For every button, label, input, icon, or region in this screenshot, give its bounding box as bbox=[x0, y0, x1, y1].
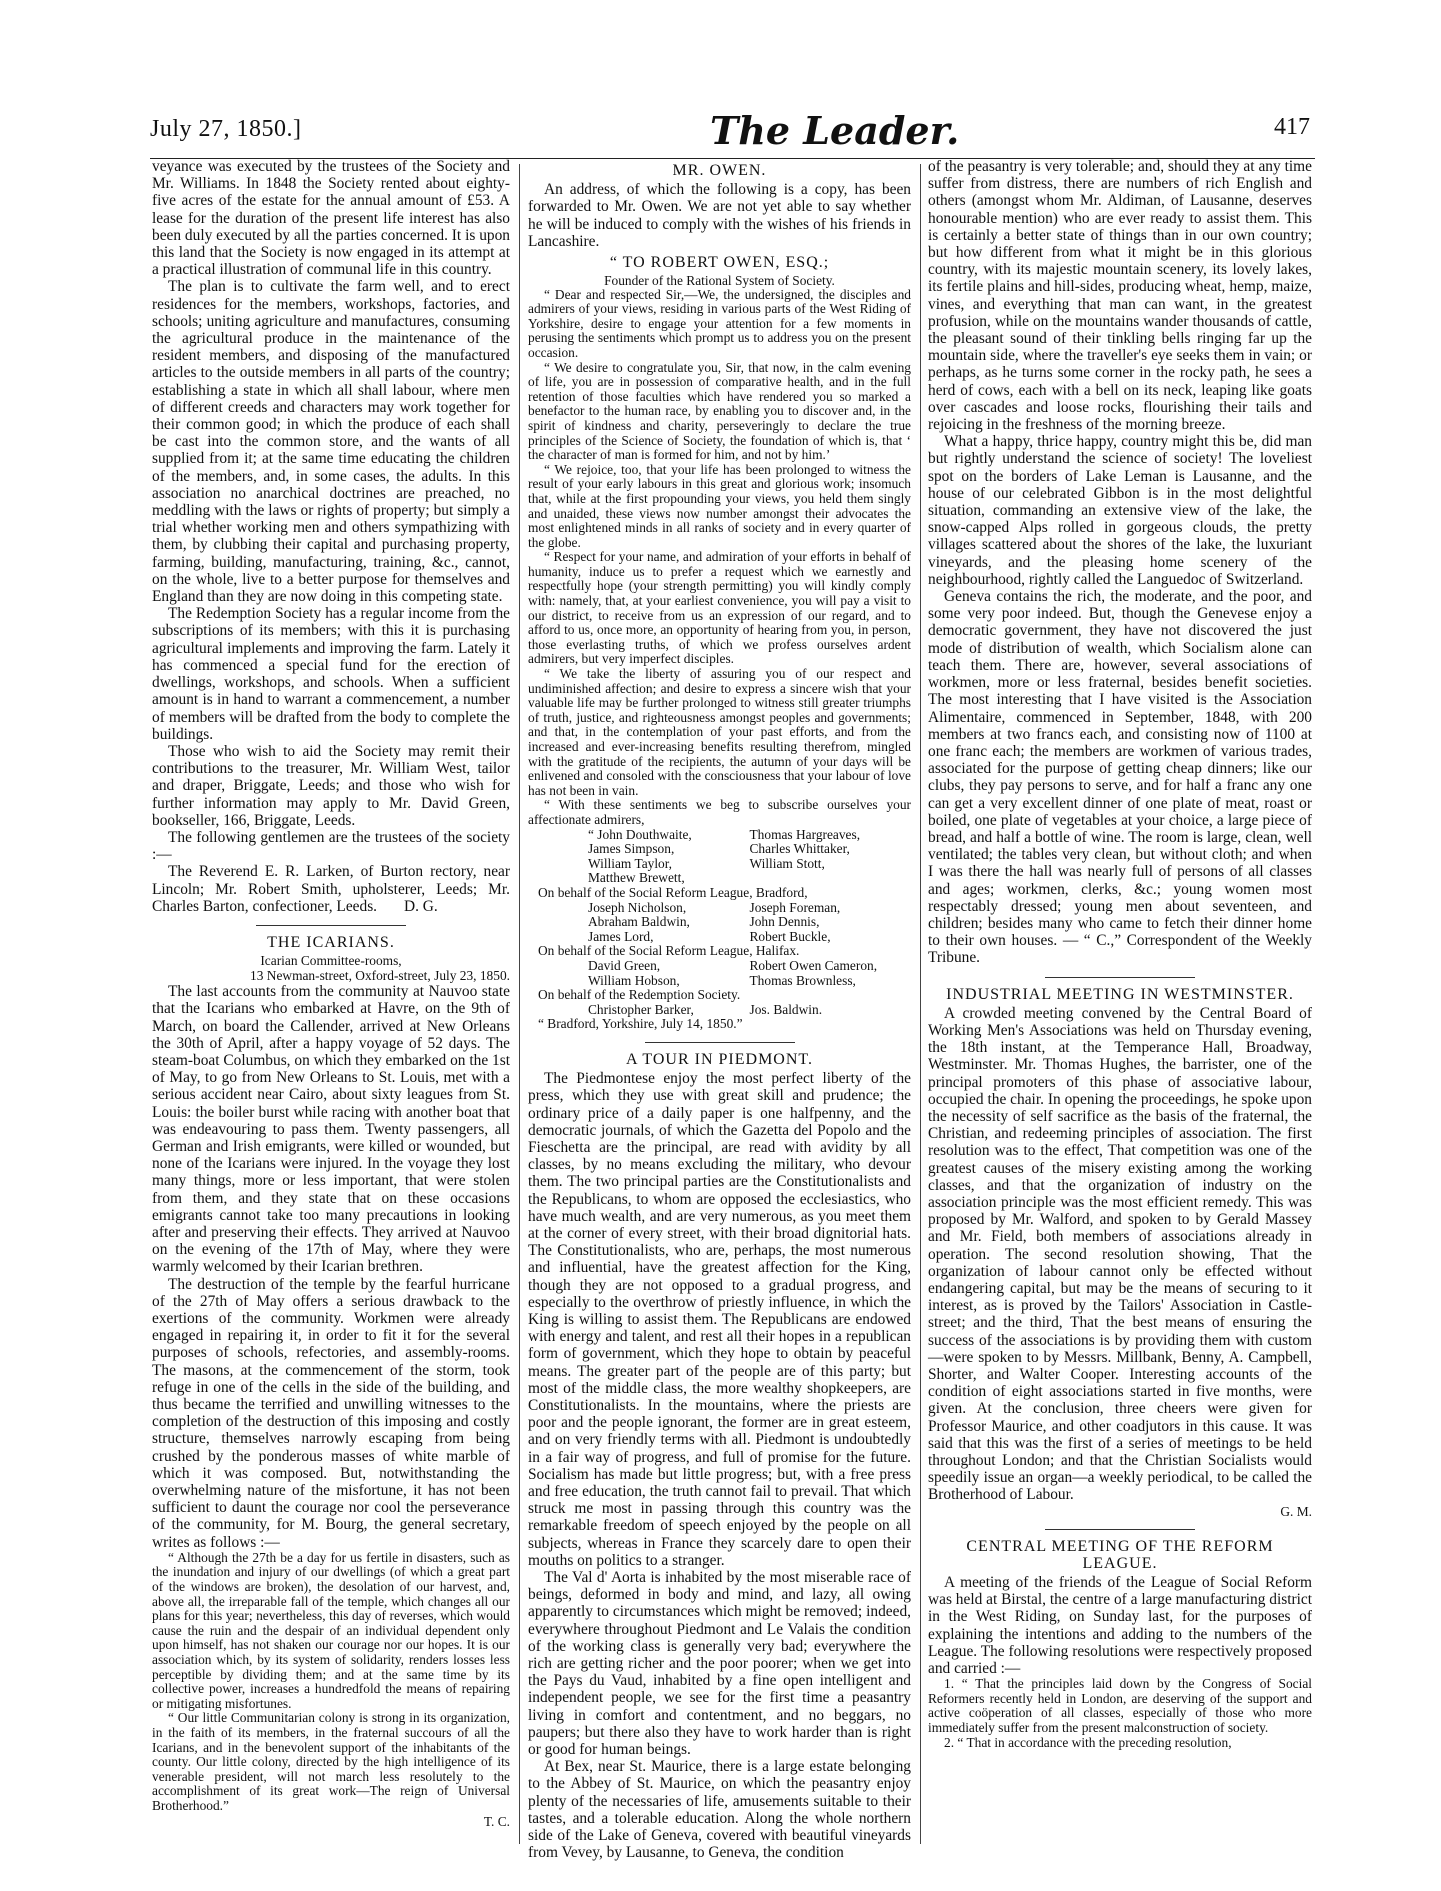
quoted-paragraph: “ We rejoice, too, that your life has been prolonged to witness the result of your early labours in this great and glorious work; insomuch that, while at the first propounding your views, you held them singly and unaided, these views now number amongst their advocates the most enlightened minds in all ranks of society and in every quarter of the globe. bbox=[528, 461, 911, 550]
issue-date: July 27, 1850.] bbox=[150, 116, 302, 142]
page-header bbox=[150, 108, 1310, 153]
paragraph: A meeting of the friends of the League of Social Reform was held at Birstal, the centre of a large manufacturing district in the West Riding, on Sunday last, for the purposes of explaining the intentions and adding to the numbers of the League. The following resolutions were respectively proposed and carried :— bbox=[928, 1574, 1312, 1678]
quoted-paragraph: “ We desire to congratulate you, Sir, that now, in the calm evening of life, you are in possession of comparative health, and in the full retention of those faculties which have rendered you so marked a benefactor to the human race, by enabling you to discover and, in the spirit of kindness and charity, perseveringly to declare the true principles of the Science of Society, the foundation of which is, that ‘ the character of man is formed for him, and not by him.’ bbox=[528, 359, 911, 463]
signatory: Jos. Baldwin. bbox=[749, 1001, 823, 1017]
affiliation-line: On behalf of the Social Reform League, Halifax. bbox=[538, 943, 800, 959]
section-rule bbox=[645, 1042, 795, 1043]
column-1 bbox=[152, 158, 510, 1848]
signatory-row bbox=[588, 842, 911, 857]
address-subheading: Founder of the Rational System of Society. bbox=[604, 272, 835, 288]
signature: G. M. bbox=[1280, 1503, 1312, 1519]
quoted-paragraph: “ Our little Communitarian colony is strong in its organization, in the faith of its members, in the fraternal succours of all the Icarians, and in the benevolent support of the inhabitants of the county. Our little colony, directed by the high intelligence of its venerable president, will not march less resolutely to the accomplishment of its great work—The reign of Universal Brotherhood.” bbox=[152, 1710, 510, 1813]
affiliation-line: On behalf of the Social Reform League, Bradford, bbox=[538, 884, 808, 900]
signatory: Charles Whittaker, bbox=[749, 841, 850, 857]
paragraph: The following gentlemen are the trustees of the society :— bbox=[152, 828, 510, 864]
paragraph: What a happy, thrice happy, country might this be, did man but rightly understand the science of society! The loveliest spot on the borders of Lake Leman is Lausanne, and the house of our celebrated Gibbon is in the most delightful situation, commanding an extensive view of the lake, the snow-capped Alps rolled in gorgeous clouds, the pretty villages scattered about the shores of the lake, the luxuriant vineyards, and the pleasing home scenery of the neighbourhood, rightly called the Languedoc of Switzerland. bbox=[928, 433, 1312, 588]
section-rule bbox=[1045, 1529, 1195, 1530]
signatory: David Green, bbox=[588, 957, 661, 973]
page-number: 417 bbox=[1274, 114, 1310, 140]
signatory-row bbox=[588, 974, 911, 989]
paragraph: The destruction of the temple by the fearful hurricane of the 27th of May offers a serious drawback to the exertions of the community. Workmen were already engaged in repairing it, in order to fit it for the several purposes of schools, refectories, and assembly-rooms. The masons, at the commencement of the storm, took refuge in one of the cells in the side of the building, and thus became the terrified and unwilling witnesses to the completion of the destruction of this imposing and costly structure, themselves narrowly escaping from being crushed by the ponderous masses of white marble of which it was composed. But, notwithstanding the overwhelming nature of the misfortune, it has not been sufficient to daunt the courage nor cool the perseverance of the community, for M. Bourg, the general secretary, writes as follows :— bbox=[152, 1275, 510, 1551]
paragraph: Geneva contains the rich, the moderate, and the poor, and some very poor indeed. But, though the Genevese enjoy a democratic government, they have not discovered the just mode of distribution of wealth, which Socialism alone can teach them. There are, however, several associations of workmen, more or less fraternal, besides benefit societies. The most interesting that I have visited is the Association Alimentaire, commenced in September, 1848, with 200 members at two francs each, and consisting now of 1100 at one franc each; the members are workmen of various trades, associated for the purpose of getting cheap dinners; like our clubs, they pay persons to serve, and for half a franc any one can get a very excellent dinner of one plate of meat, roast or boiled, one plate of vegetables at your choice, a large piece of bread, and half a bottle of wine. The room is large, clean, well ventilated; the tables very clean, but without cloth; and when I was there the hall was nearly full of persons of all classes and ages; workmen, clerks, &c.; young women most respectably dressed; young men about seventeen, and children; besides many who came to fetch their dinner home to their own houses. — “ C.,” Correspondent of the Weekly Tribune. bbox=[928, 588, 1312, 967]
signatory: Matthew Brewett, bbox=[588, 870, 685, 886]
signatory: Thomas Hargreaves, bbox=[749, 826, 861, 842]
paragraph: of the peasantry is very tolerable; and, should they at any time suffer from distress, there are numbers of rich English and others (amongst whom Mr. Aldiman, of Lausanne, deserves honourable mention) who are ever ready to assist them. This is certainly a better state of things than in our own country; but how different from what it might be in this glorious country, with its majestic mountain scenery, its lovely lakes, its fertile plains and hill-sides, producing wheat, hemp, maize, vines, and everything that man can want, in the greatest profusion, while on the mountains wander thousands of cattle, the pleasant sound of their tinkling bells ringing far up the mountain side, where the traveller's eye seeks them in vain; or perhaps, as he turns some corner in the rocky path, he sees a herd of cows, each with a bell on its neck, leaping like goats over cascades and loose rocks, flourishing their tails and rejoicing in the freshness of the morning breeze. bbox=[928, 158, 1312, 434]
column-3 bbox=[928, 158, 1312, 1848]
paragraph: veyance was executed by the trustees of the Society and Mr. Williams. In 1848 the Society rented about eighty-five acres of the estate for the annual amount of £53. A lease for the duration of the present life interest has also been duly executed by all the parties concerned. It is upon this land that the Society is now engaged in its attempt at a practical illustration of communal life in this country. bbox=[152, 158, 510, 279]
dateline: Icarian Committee-rooms, bbox=[260, 953, 402, 969]
signatory-row bbox=[588, 857, 911, 872]
resolution: 1. “ That the principles laid down by the Congress of Social Reformers recently held in London, are deserving of the support and active coöperation of all classes, especially of those who more immediately suffer from the present malconstruction of society. bbox=[928, 1676, 1312, 1736]
section-rule bbox=[1045, 977, 1195, 978]
signatories bbox=[528, 828, 911, 1032]
resolution: 2. “ That in accordance with the preceding resolution, bbox=[944, 1734, 1232, 1750]
paragraph: The last accounts from the community at Nauvoo state that the Icarians who embarked at Havre, on the 9th of March, on board the Callender, arrived at New Orleans the 30th of April, after a happy voyage of 52 days. The steam-boat Columbus, on which they embarked on the 1st of May, to go from New Orleans to St. Louis, met with a serious accident near Cairo, about sixty leagues from St. Louis: the boiler burst while racing with another boat that was endeavouring to pass them. Twenty passengers, all German and Irish emigrants, were killed or wounded, but none of the Icarians were injured. In the voyage they lost many things, more or less important, that were stolen from them, and they state that on these occasions emigrants cannot take too many precautions in looking after and preserving their effects. They arrived at Nauvoo on the evening of the 17th of May, where they were warmly welcomed by their Icarian brethren. bbox=[152, 983, 510, 1276]
address-heading: “ TO ROBERT OWEN, ESQ.; bbox=[609, 254, 830, 272]
signatory: William Stott, bbox=[749, 855, 825, 871]
signatory-row bbox=[588, 828, 911, 843]
signatory-row bbox=[588, 915, 911, 930]
signature: D. G. bbox=[403, 897, 438, 915]
paragraph: A crowded meeting convened by the Central Board of Working Men's Associations was held on Thursday evening, the 18th instant, at the Temperance Hall, Broadway, Westminster. Mr. Thomas Hughes, the barrister, one of the principal promoters of this phase of associative labour, occupied the chair. In opening the proceedings, he spoke upon the necessity of self sacrifice as the basis of the fraternal, the Christian, and redeeming principles of association. The first resolution was to the effect, That competition was one of the greatest causes of the misery existing among the working classes, and that the organization of industry on the association principle was the most efficient remedy. This was proposed by Mr. Walford, and spoken to by Gerald Massey and Mr. Field, both members of associations already in operation. The second resolution showing, That the organization of labour cannot only be effected without endangering capital, but may be the means of securing to it interest, as is proved by the Tailors' Association in Castle-street; and the third, That the best means of ensuring the success of the associations is by providing them with custom—were spoken to by Messrs. Millbank, Benny, A. Campbell, Shorter, and Walter Cooper. Interesting accounts of the condition of eight associations started in five months, were given. At the conclusion, three cheers were given for Professor Maurice, and other coadjutors in this cause. It was said that this was the first of a series of meetings to be held throughout London; and that the Christian Socialists would speedily issue an organ—a weekly periodical, to be called the Brotherhood of Labour. bbox=[928, 1004, 1312, 1504]
paragraph: The Piedmontese enjoy the most perfect liberty of the press, which they use with great skill and prudence; the ordinary price of a daily paper is one halfpenny, and the democratic journals, of which the Gazetta del Popolo and the Fieschetta are the principal, are read with avidity by all classes, by no means excluding the military, who devour them. The two principal parties are the Constitutionalists and the Republicans, to whom are opposed the ecclesiastics, who have much wealth, and are very numerous, as you meet them at the corner of every street, with their broad dignitorial hats. The Constitutionalists, who are, perhaps, the most numerous and influential, have the greatest affection for the King, though they are not opposed to a gradual progress, and especially to the overthrow of priestly influence, in which the King is willing to assist them. The Republicans are endowed with energy and talent, and rest all their hopes in a republican form of government, which they hope to obtain by peaceful means. The greater part of the people are of this party; but most of the middle class, the more wealthy shopkeepers, are Constitutionalists. In the mountains, where the priests are poor and the people ignorant, the former are in great esteem, and on very friendly terms with all. Piedmont is undoubtedly in a fair way of progress, and full of promise for the future. Socialism has made but little progress; but, with a free press and free education, the truth cannot fail to prevail. That which struck me most in passing through this country was the remarkable freedom of speech enjoyed by the people on all subjects, whereas in France they scarcely dare to open their mouths on politics to a stranger. bbox=[528, 1070, 911, 1569]
section-rule bbox=[256, 925, 406, 926]
section-heading: MR. OWEN. bbox=[672, 162, 767, 179]
signatory: Robert Owen Cameron, bbox=[749, 957, 878, 973]
signatory: “ John Douthwaite, bbox=[588, 826, 692, 842]
section-heading: THE ICARIANS. bbox=[267, 933, 395, 951]
signature: T. C. bbox=[483, 1813, 510, 1829]
quoted-paragraph: “ Respect for your name, and admiration of your efforts in behalf of humanity, induce us to prefer a request which we earnestly and respectfully hope (your strength permitting) you will kindly comply with: namely, that, at your earliest convenience, you will pay a visit to our district, to receive from us an expression of our regard, and to afford to us, once more, an opportunity of hearing from you, in person, those everlasting truths, of which we profess ourselves ardent admirers, but very imperfect disciples. bbox=[528, 549, 911, 667]
signatory: Joseph Foreman, bbox=[749, 899, 841, 915]
signatory-row bbox=[588, 1003, 911, 1018]
signatory-row bbox=[588, 871, 911, 886]
paragraph: An address, of which the following is a copy, has been forwarded to Mr. Owen. We are not yet able to say whether he will be induced to comply with the wishes of his friends in Lancashire. bbox=[528, 181, 911, 250]
paragraph: The plan is to cultivate the farm well, and to erect residences for the members, workshops, factories, and schools; uniting agriculture and manufactures, consuming the agricultural produce in the maintenance of the resident members, and disposing of the manufactured articles to the outside members in all parts of the country; establishing a state in which all shall labour, where men of different creeds and characters may work together for their common good; in which the produce of each shall be cast into the common store, and the wants of all supplied from it; at the same time educating the children of the members, and, in some cases, the adults. In this association no anarchical doctrines are preached, no meddling with the laws or rights of property; but simply a trial whether working men and others sympathizing with them, by clubbing their capital and purchasing property, farming, building, manufacturing, training, &c., cannot, on the whole, live to a better purpose for themselves and England than they are now doing in this competing state. bbox=[152, 278, 510, 606]
signatory: Christopher Barker, bbox=[588, 1001, 694, 1017]
column-divider bbox=[519, 164, 520, 1844]
place-date: “ Bradford, Yorkshire, July 14, 1850.” bbox=[538, 1016, 743, 1032]
signatory: Robert Buckle, bbox=[749, 928, 831, 944]
signatory-row bbox=[588, 901, 911, 916]
signatory: James Simpson, bbox=[588, 841, 675, 857]
signatory: William Hobson, bbox=[588, 972, 680, 988]
signatory: Thomas Brownless, bbox=[749, 972, 856, 988]
signatory: Joseph Nicholson, bbox=[588, 899, 687, 915]
quoted-paragraph: “ Dear and respected Sir,—We, the undersigned, the disciples and admirers of your views, residing in various parts of the West Riding of Yorkshire, desire to engage your attention for a few moments in perusing the sentiments which prompt us to address you on the present occasion. bbox=[528, 286, 911, 360]
signatory: William Taylor, bbox=[588, 855, 673, 871]
section-heading: INDUSTRIAL MEETING IN WESTMINSTER. bbox=[946, 985, 1294, 1003]
quoted-paragraph: “ We take the liberty of assuring you of our respect and undiminished affection; and desire to express a sincere wish that your valuable life may be further prolonged to witness still greater triumphs of truth, justice, and righteousness amongst peoples and governments; and that, in the contemplation of your past efforts, and from the increased and ever-increasing benefits resulting therefrom, mingled with the gratitude of the recipients, the autumn of your days will be enlivened and consoled with the consciousness that your labour of love has not been in vain. bbox=[528, 666, 911, 798]
paragraph: At Bex, near St. Maurice, there is a large estate belonging to the Abbey of St. Maurice, on which the peasantry enjoy plenty of the necessaries of life, amusements suitable to their tastes, and a tolerable education. Along the whole northern side of the Lake of Geneva, covered with beautiful vineyards from Vevey, by Lausanne, to Geneva, the condition bbox=[528, 1758, 911, 1862]
column-divider bbox=[920, 164, 921, 1844]
paragraph: The Val d' Aorta is inhabited by the most miserable race of beings, deformed in body and mind, and lazy, all owing apparently to circumstances which might be removed; indeed, everywhere throughout Piedmont and Le Valais the condition of the working class is generally very bad; everywhere the rich are getting richer and the poor poorer; when we get into the Pays du Vaud, inhabited by a fine open intelligent and independent people, we see for the first time a peasantry living in comfort and contentment, and no beggars, no paupers; but there also they have to work harder than is right or good for human beings. bbox=[528, 1568, 911, 1759]
paragraph-text: The Reverend E. R. Larken, of Burton rectory, near Lincoln; Mr. Robert Smith, upholsterer, Leeds; Mr. Charles Barton, confectioner, Leeds. bbox=[152, 863, 510, 915]
signatory: Abraham Baldwin, bbox=[588, 914, 690, 930]
signatory: John Dennis, bbox=[749, 914, 820, 930]
section-heading: A TOUR IN PIEDMONT. bbox=[625, 1050, 813, 1068]
masthead-title: The Leader. bbox=[710, 108, 960, 153]
paragraph: The Redemption Society has a regular income from the subscriptions of its members; with this it is purchasing agricultural implements and improving the farm. Lately it has commenced a special fund for the erection of dwellings, workshops, and schools. When a sufficient amount is in hand to warrant a commencement, a number of members will be drafted from the body to complete the buildings. bbox=[152, 605, 510, 743]
section-heading: CENTRAL MEETING OF THE REFORM LEAGUE. bbox=[966, 1537, 1274, 1572]
dateline: 13 Newman-street, Oxford-street, July 23, 1850. bbox=[250, 968, 510, 984]
signatory: James Lord, bbox=[588, 928, 654, 944]
signatory-row bbox=[588, 930, 911, 945]
affiliation-line: On behalf of the Redemption Society. bbox=[538, 987, 741, 1003]
quoted-paragraph: “ Although the 27th be a day for us fertile in disasters, such as the inundation and injury of our dwellings (of which a great part of the windows are broken), the desolation of our harvest, and, above all, the irreparable fall of the temple, which changes all our plans for this year; nevertheless, this day of reverses, which would cause the ruin and the despair of an individual dependent only upon himself, has not shaken our courage nor our hopes. It is our association which, by its system of solidarity, renders losses less perceptible by dividing them; and at the same time by its collective power, increases a hundredfold the means of repairing or mitigating misfortunes. bbox=[152, 1549, 510, 1711]
column-2 bbox=[528, 158, 911, 1862]
signatory-row bbox=[588, 959, 911, 974]
paragraph: Those who wish to aid the Society may remit their contributions to the treasurer, Mr. William West, tailor and draper, Briggate, Leeds; and those who wish for further information may apply to Mr. David Green, bookseller, 166, Briggate, Leeds. bbox=[152, 742, 510, 829]
paragraph bbox=[152, 863, 510, 915]
quoted-paragraph: “ With these sentiments we beg to subscribe ourselves your affectionate admirers, bbox=[528, 797, 911, 827]
